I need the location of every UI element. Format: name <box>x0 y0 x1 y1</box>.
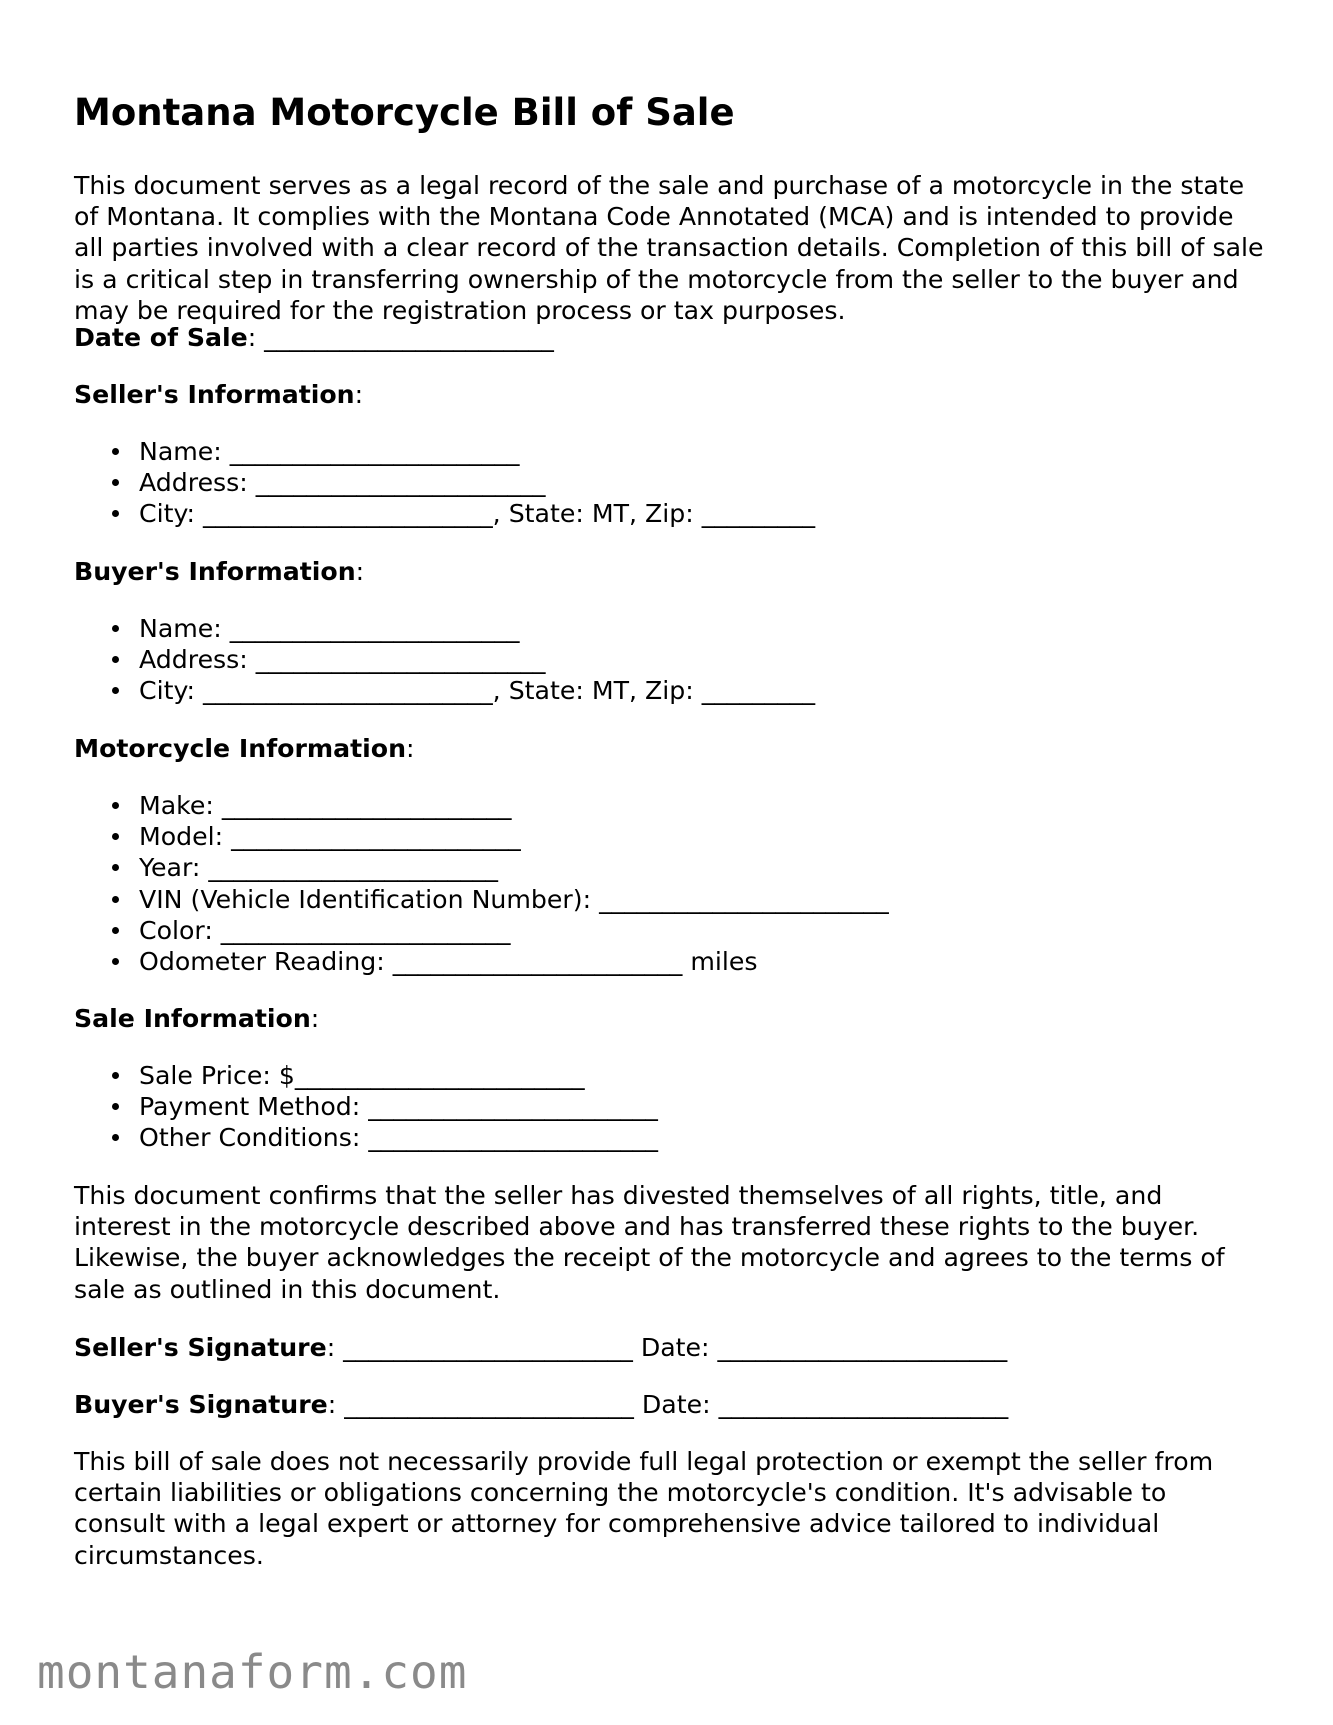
disclaimer-paragraph: This bill of sale does not necessarily provide full legal protection or exempt the seller from certain liabilities or obligations concerning the motorcycle's condition. It's advisable to consult with a legal expert or attorney for comprehensive advice tailored to individual circumstances. <box>74 1447 1214 1570</box>
seller-signature-label: Seller's Signature <box>74 1333 327 1362</box>
year-field: Year: _______________________ <box>74 852 889 883</box>
seller-city-field: City: _______________________, State: MT, Zip: _________ <box>74 498 815 529</box>
buyer-signature-blank: : _______________________ Date: _______________________ <box>327 1390 1009 1419</box>
seller-signature-line <box>74 1332 1007 1363</box>
other-conditions-field: Other Conditions: _______________________ <box>74 1122 658 1153</box>
seller-info-heading: Seller's Information: <box>74 380 364 409</box>
odometer-field: Odometer Reading: _______________________ miles <box>74 946 889 977</box>
intro-paragraph: This document serves as a legal record of the sale and purchase of a motorcycle in the state of Montana. It complies with the Montana Code Annotated (MCA) and is intended to provide all parties involved with a clear record of the transaction details. Completion of this bill of sale is a critical step in transferring ownership of the motorcycle from the seller to the buyer and may be required for the registration process or tax purposes. <box>74 171 1264 325</box>
date-of-sale-blank: : _______________________ <box>247 323 554 352</box>
payment-method-field: Payment Method: _______________________ <box>74 1091 658 1122</box>
buyer-address-field: Address: _______________________ <box>74 644 815 675</box>
motorcycle-fields-list <box>74 790 889 977</box>
motorcycle-info-heading: Motorcycle Information: <box>74 734 415 763</box>
footer-brand-watermark: montanaform.com <box>37 1645 468 1699</box>
date-of-sale-label: Date of Sale <box>74 323 248 352</box>
vin-field: VIN (Vehicle Identification Number): _______________________ <box>74 884 889 915</box>
date-of-sale-line <box>74 322 554 353</box>
sale-fields-list <box>74 1060 658 1154</box>
seller-name-field: Name: _______________________ <box>74 436 815 467</box>
sale-price-field: Sale Price: $_______________________ <box>74 1060 658 1091</box>
sale-info-heading: Sale Information: <box>74 1004 320 1033</box>
buyer-fields-list <box>74 613 815 707</box>
buyer-city-field: City: _______________________, State: MT, Zip: _________ <box>74 675 815 706</box>
confirmation-paragraph: This document confirms that the seller has divested themselves of all rights, title, and interest in the motorcycle described above and has transferred these rights to the buyer. Likewise, the buyer acknowledges the receipt of the motorcycle and agrees to the terms of sale as outlined in this document. <box>74 1181 1225 1304</box>
buyer-name-field: Name: _______________________ <box>74 613 815 644</box>
buyer-signature-label: Buyer's Signature <box>74 1390 328 1419</box>
buyer-info-heading: Buyer's Information: <box>74 557 365 586</box>
seller-fields-list <box>74 436 815 530</box>
seller-address-field: Address: _______________________ <box>74 467 815 498</box>
color-field: Color: _______________________ <box>74 915 889 946</box>
make-field: Make: _______________________ <box>74 790 889 821</box>
model-field: Model: _______________________ <box>74 821 889 852</box>
document-title: Montana Motorcycle Bill of Sale <box>74 91 735 134</box>
seller-signature-blank: : _______________________ Date: _______________________ <box>326 1333 1008 1362</box>
buyer-signature-line <box>74 1389 1008 1420</box>
